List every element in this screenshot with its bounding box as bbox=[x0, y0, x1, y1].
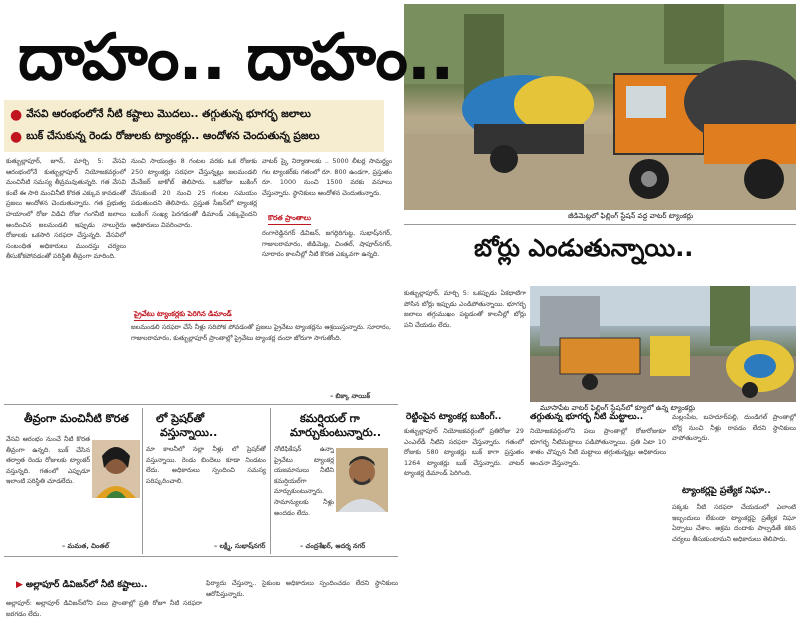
divider bbox=[404, 224, 796, 225]
private-tanker-subhead: ప్రైవేటు ట్యాంకర్లకు పెరిగిన డిమాండ్ bbox=[134, 310, 232, 321]
section1-headline: తీవ్రంగా మంచినీటి కొరత bbox=[24, 412, 129, 425]
article-column-1: కుత్బుల్లాపూర్, జూన్, మార్చి 5: వేసవి ఆరంభంలోనే కుత్బుల్లాపూర్ నియోజకవర్గంలో మంచినీటి సమస్య తీవ్రమవుతున్నది. గత వేసవి కంటే ఈ సారి మంచినీటి కొరత ఎక్కువ కావడంతో ప్రజలు ఆందోళన చెందుతున్నారు. గత ప్రభుత్వ హయాంలో రోజు విడిచి రోజు గంగనీటి జలాలు అందించిన జలమండలి ఇప్పుడు నాలుగైదు రోజులకు ఒకసారి సరఫరా చేస్తున్నది. వేసవిలో సంబంధిత అధికారులు ముందస్తు చర్యలు తీసుకోకపోవడంతో పరిస్థితి తీవ్రంగా మారింది. bbox=[6, 157, 126, 261]
koratha-subhead: కొరత ప్రాంతాలు bbox=[268, 214, 311, 225]
bhugarbha-text: నియోజకవర్గంలోని పలు ప్రాంతాల్లో రోజురోజుకూ భూగర్భ నీటిమట్టాలు పడిపోతున్నాయి. ప్రతి ఏటా 10 శాతం చొప్పున నీటి మట్టాలు తగ్గుతున్నట్లు అధికారులు అంచనా వేస్తున్నారు. bbox=[530, 427, 666, 467]
borlu-headline: బోర్లు ఎండుతున్నాయి.. bbox=[474, 234, 694, 262]
subheadline-text: బుక్ చేసుకున్న రెండు రోజులకు ట్యాంకర్లు.. ఆందోళన చెందుతున్న ప్రజలు bbox=[26, 129, 320, 142]
special-headline: ట్యాంకర్లపై ప్రత్యేక నిఘా.. bbox=[682, 486, 771, 496]
special-text: పక్కకు నీటి సరఫరా చేయడంలో ఎలాంటి ఇబ్బందులు లేకుండా ట్యాంకర్లపై ప్రత్యేక నిఘా ఏర్పాటు చేశాం. అక్రమ దందాకు పాల్పడితే కఠిన చర్యలు తీసుకుంటామని అధికారులు తెలిపారు. bbox=[672, 503, 796, 543]
koratha-text: రంగారెడ్డినగర్ డివిజన్, జగద్గిరిగుట్ట, సుభాష్‌నగర్, గాజులరామారం, జీడిమెట్ల, చింతల్, షాపూర్‌నగర్, సూరారం కాలనీల్లో నీటి కొరత ఎక్కువగా ఉన్నది. bbox=[262, 229, 392, 259]
section3-byline: – చంద్రశేఖర్, ఆదర్శ నగర్ bbox=[300, 542, 366, 550]
section3-headline-2: మార్చుకుంటున్నారు.. bbox=[290, 426, 382, 439]
subheadline-item bbox=[4, 126, 384, 148]
article-column-2: నుంచి సాయంత్రం 8 గంటల వరకు ఒక రోజుకు 250 ట్యాంకర్లు సరఫరా చేస్తున్నట్లు జలమండలి మేనేజర్ జాకోబ్ తెలిపారు. ఒకరోజు బుకింగ్ చేసుకుంటే 20 నుంచి 25 గంటల సమయం పడుతుందని తెలిపారు. ప్రస్తుత సీజన్‌లో ట్యాంకర్ల బుకింగ్ సంఖ్య పెరగడంతో డిమాండ్ ఎక్కువైందని అధికారులు వివరించారు. bbox=[131, 157, 257, 229]
right-column-top-text: మల్లంపేట, బహదూర్‌పల్లి, దుండిగల్ ప్రాంతాల్లో బోర్ల నుంచి నీళ్లు రావడం లేదని స్థానికులు వాపోతున్నారు. bbox=[672, 413, 796, 443]
divider bbox=[270, 408, 271, 554]
private-tanker-text: జలమండలి సరఫరా చేసే నీళ్లు సరిపోక పోవడంతో ప్రజలు ప్రైవేటు ట్యాంకర్లను ఆశ్రయిస్తున్నారు. సూరారం, గాజులరామారం, కుత్బుల్లాపూర్ ప్రాంతాల్లో ప్రైవేటు ట్యాంకర్ల దందా జోరుగా సాగుతోంది. bbox=[131, 323, 391, 342]
section2-headline-1: లో ప్రెషర్‌తో bbox=[156, 412, 205, 425]
triangle-icon: ▶ bbox=[16, 580, 23, 590]
section1-byline: – మమత, చింతల్ bbox=[62, 542, 109, 550]
allapur-subhead-text: అల్లాపూర్ డివిజన్‌లో నీటి కష్టాలు.. bbox=[25, 580, 148, 590]
main-headline: దాహం.. దాహం.. bbox=[18, 21, 454, 95]
portrait-photo bbox=[92, 440, 140, 498]
subheadline-text: వేసవి ఆరంభంలోనే నీటి కష్టాలు మొదలు.. తగ్గుతున్న భూగర్భ జలాలు bbox=[26, 107, 311, 120]
allapur-text: అల్లాపూర్: అల్లాపూర్ డివిజన్‌లోని పలు ప్రాంతాల్లో ప్రతి రోజూ నీటి సరఫరా జరగడం లేదు. bbox=[6, 599, 202, 618]
borlu-column-1: కుత్బుల్లాపూర్, మార్చి 5: ఒకప్పుడు ఏకధాటిగా పోసిన బోర్లు ఇప్పుడు ఎండిపోతున్నాయి. భూగర్భ జలాలు తగ్గుముఖం పట్టడంతో కాలనీల్లో బోర్లు పని చేయడం లేదు. bbox=[404, 289, 526, 329]
photo2-caption: మూసాపేట వాటర్ ఫిల్లింగ్ స్టేషన్‌లో క్యూలో ఉన్న ట్యాంకర్లు bbox=[540, 404, 696, 412]
bhugarbha-headline: తగ్గుతున్న భూగర్భ నీటి మట్టాలు.. bbox=[530, 412, 644, 422]
rettimpu-headline: రెట్టింపైన ట్యాంకర్ల బుకింగ్.. bbox=[406, 412, 502, 422]
divider bbox=[4, 556, 398, 557]
allapur-subhead bbox=[16, 580, 148, 592]
article-byline: – బిక్కా నాయిక్ bbox=[330, 392, 371, 400]
section2-text: మా కాలనీలో నల్లా నీళ్లు లో ప్రెషర్‌తో వస్తున్నాయి. రెండు బిందెలు కూడా నిండటం లేదు. అధికారులు స్పందించి సమస్య పరిష్కరించాలి. bbox=[146, 445, 266, 485]
woman-portrait-icon bbox=[92, 440, 140, 498]
section3-headline-1: కమర్షియల్ గా bbox=[300, 412, 360, 425]
section2-headline-2: వస్తున్నాయి.. bbox=[160, 426, 218, 439]
divider bbox=[4, 404, 398, 405]
allapur-text-2: ఫిర్యాదు చేస్తున్నా.. సైకుంబ అధికారులు స్పందించడం లేదని స్థానికులు ఆరోపిస్తున్నారు. bbox=[206, 579, 398, 598]
rettimpu-text: కుత్బుల్లాపూర్ నియోజకవర్గంలో ప్రతిరోజు 29 ఎంఎల్‌డీ నీటిని సరఫరా చేస్తున్నారు. గతంలో రోజుకు 580 ట్యాంకర్లు బుక్ కాగా ప్రస్తుతం 1264 ట్యాంకర్లు బుక్ చేస్తున్నారు. వాటర్ ట్యాంకర్ల డిమాండ్ పెరిగింది. bbox=[404, 427, 524, 478]
man-portrait-icon bbox=[336, 448, 388, 512]
filling-station-photo bbox=[530, 286, 796, 402]
section2-byline: – లక్ష్మీ, సుభాష్‌నగర్ bbox=[214, 542, 266, 550]
bullet-icon: ● bbox=[10, 129, 23, 145]
section1-text: వేసవి ఆరంభం నుంచే నీటి కొరత తీవ్రంగా ఉన్నది. బుక్ చేసిన తర్వాత రెండు రోజులకు ట్యాంకర్ వస్తున్నది. గతంలో ఎప్పుడూ ఇలాంటి పరిస్థితి చూడలేదు. bbox=[6, 435, 90, 486]
bullet-icon: ● bbox=[10, 107, 23, 123]
divider bbox=[142, 408, 143, 554]
section3-text: నోటిఫికేషన్ ఉన్నా ప్రైవేటు ట్యాంకర్ల యజమానులు నీటిని కమర్షియల్‌గా మార్చుకుంటున్నారు. సామాన్యులకు నీళ్లు అందడం లేదు. bbox=[274, 445, 334, 517]
article-column-3: వాటర్ స్కై నిర్మాణాలకు .. 5000 లీటర్ల సామర్థ్యం గల ట్యాంకర్‌కు గతంలో రూ. 800 ఉండగా, ప్రస్తుతం రూ. 1000 నుంచి 1500 వరకు వసూలు చేస్తున్నారు. స్థానికులు ఆందోళన చెందుతున్నారు. bbox=[262, 157, 392, 197]
portrait-photo bbox=[336, 448, 388, 512]
photo1-caption: జీడిమెట్లలో ఫిల్లింగ్ స్టేషన్ వద్ద వాటర్ ట్యాంకర్లు bbox=[568, 212, 694, 220]
filling-station-illustration bbox=[530, 286, 796, 402]
